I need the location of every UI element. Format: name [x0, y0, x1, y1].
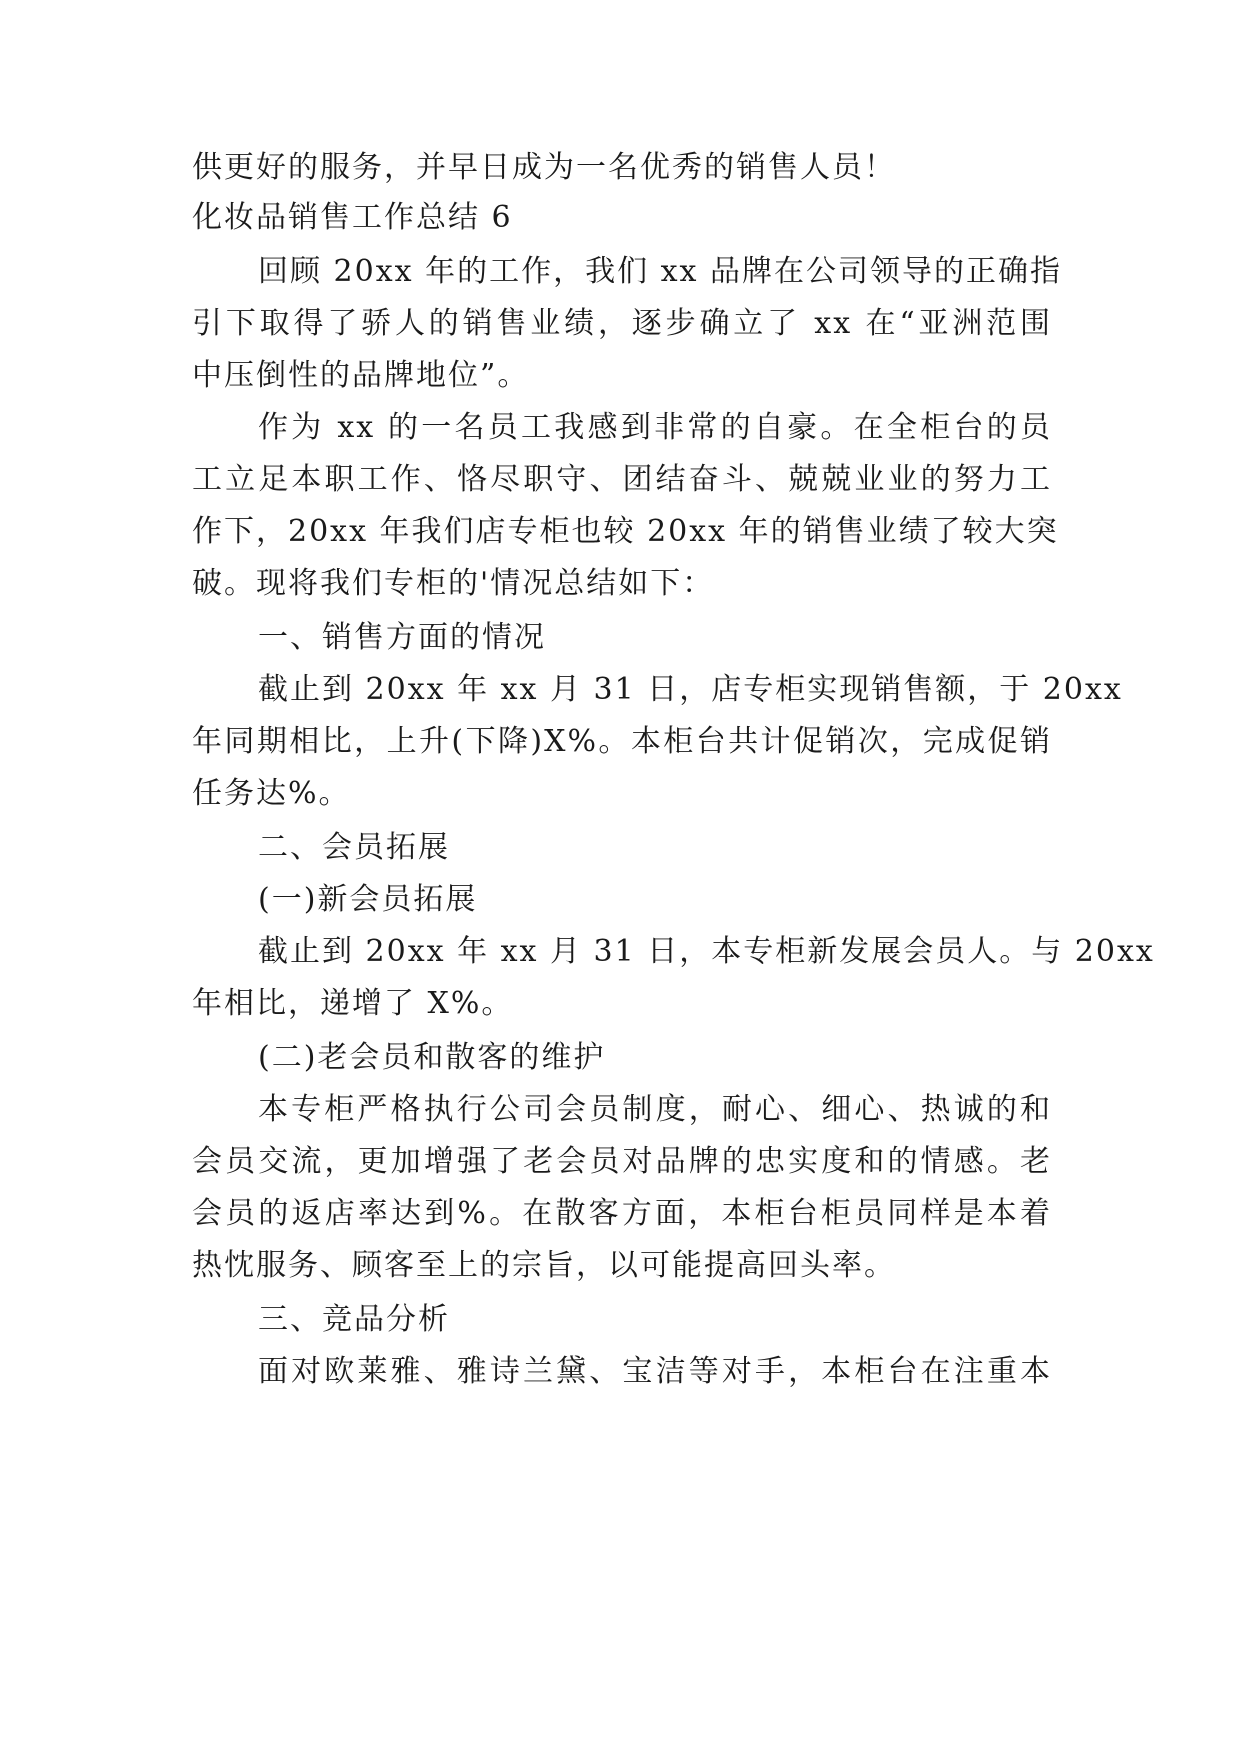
paragraph-line: 截止到 20xx 年 xx 月 31 日，店专柜实现销售额，于 20xx	[258, 672, 1123, 707]
paragraph-line: 任务达%。	[192, 776, 351, 811]
subheading: 二、会员拓展	[258, 830, 450, 865]
paragraph-line: 引下取得了骄人的销售业绩，逐步确立了 xx 在“亚洲范围	[192, 306, 1052, 341]
paragraph-line: 会员的返店率达到%。在散客方面，本柜台柜员同样是本着	[192, 1196, 1052, 1231]
paragraph-line: 面对欧莱雅、雅诗兰黛、宝洁等对手，本柜台在注重本	[258, 1354, 1052, 1389]
paragraph-line: 年同期相比，上升(下降)X%。本柜台共计促销次，完成促销	[192, 724, 1052, 759]
paragraph-line: 中压倒性的品牌地位”。	[192, 358, 530, 393]
body-line-continuation: 供更好的服务，并早日成为一名优秀的销售人员！	[192, 150, 896, 185]
paragraph-line: 作下，20xx 年我们店专柜也较 20xx 年的销售业绩了较大突	[192, 514, 1059, 549]
paragraph-line: 破。现将我们专柜的'情况总结如下：	[192, 566, 715, 601]
subheading: 三、竞品分析	[258, 1302, 450, 1337]
paragraph-line: 回顾 20xx 年的工作，我们 xx 品牌在公司领导的正确指	[258, 254, 1062, 289]
paragraph-line: 截止到 20xx 年 xx 月 31 日，本专柜新发展会员人。与 20xx	[258, 934, 1155, 969]
subheading: 一、销售方面的情况	[258, 620, 546, 655]
paragraph-line: 作为 xx 的一名员工我感到非常的自豪。在全柜台的员	[258, 410, 1052, 445]
paragraph-line: 热忱服务、顾客至上的宗旨，以可能提高回头率。	[192, 1248, 896, 1283]
subheading: (一)新会员拓展	[258, 882, 478, 917]
paragraph-line: 年相比，递增了 X%。	[192, 986, 514, 1021]
paragraph-line: 会员交流，更加增强了老会员对品牌的忠实度和的情感。老	[192, 1144, 1052, 1179]
subheading: (二)老会员和散客的维护	[258, 1040, 606, 1075]
paragraph-line: 工立足本职工作、恪尽职守、团结奋斗、兢兢业业的努力工	[192, 462, 1052, 497]
section-heading: 化妆品销售工作总结 6	[192, 200, 513, 235]
paragraph-line: 本专柜严格执行公司会员制度，耐心、细心、热诚的和	[258, 1092, 1052, 1127]
